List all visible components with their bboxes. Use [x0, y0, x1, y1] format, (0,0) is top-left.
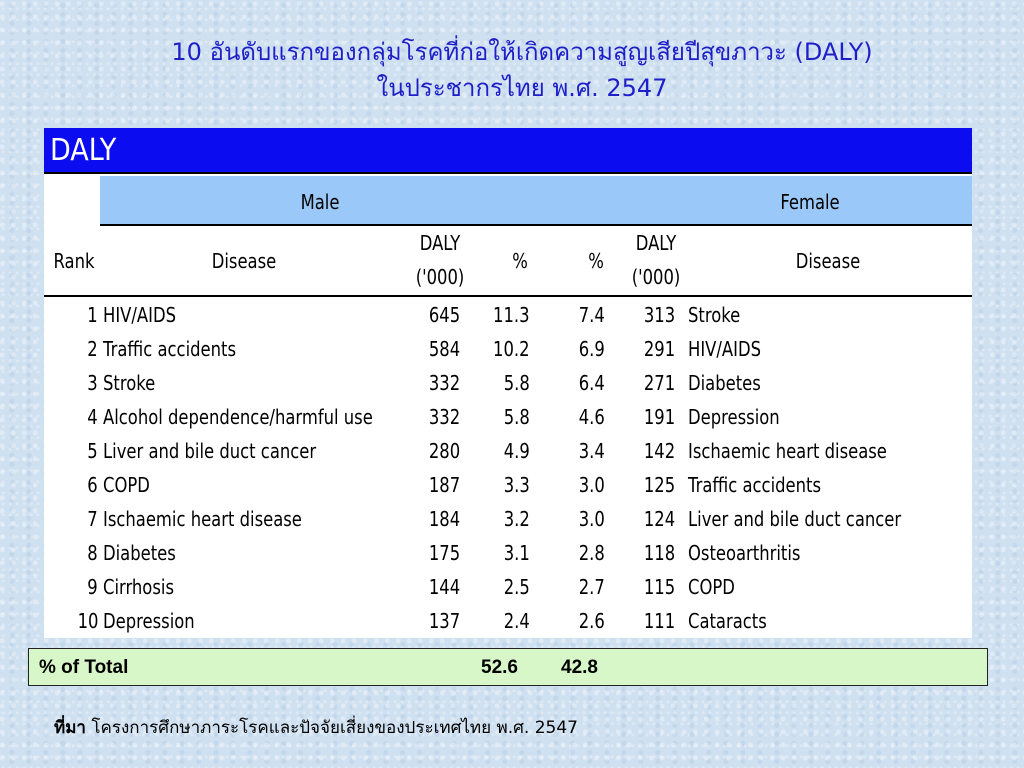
cell-female-daly-text: 142: [643, 439, 675, 463]
cell-female-disease: [688, 604, 968, 638]
cell-female-daly: [619, 502, 675, 536]
table-row: [44, 570, 972, 604]
cell-male-daly-text: 175: [428, 541, 460, 565]
cell-female-pct: [549, 604, 605, 638]
cell-rank-text: 10: [77, 609, 98, 633]
slide-title-line2: ในประชากรไทย พ.ศ. 2547: [376, 74, 668, 102]
cell-male-daly-text: 187: [428, 473, 460, 497]
table-row: [44, 434, 972, 468]
cell-male-daly-text: 332: [428, 371, 460, 395]
cell-female-daly-text: 115: [643, 575, 675, 599]
col-daly-male-line1: DALY: [419, 231, 461, 255]
sex-header-band: [100, 176, 972, 226]
cell-female-disease-text: HIV/AIDS: [688, 337, 762, 361]
cell-rank: [44, 434, 98, 468]
table-row: [44, 502, 972, 536]
cell-male-pct-text: 2.4: [503, 609, 530, 633]
cell-female-daly-text: 291: [643, 337, 675, 361]
cell-rank-text: 2: [87, 337, 98, 361]
slide-title: [0, 34, 1024, 106]
cell-female-daly: [619, 332, 675, 366]
cell-male-pct-text: 3.2: [503, 507, 530, 531]
cell-rank: [44, 536, 98, 570]
col-pct-male: %: [512, 249, 528, 273]
cell-female-daly-text: 271: [643, 371, 675, 395]
table-row: [44, 332, 972, 366]
cell-female-disease: [688, 400, 968, 434]
cell-female-disease-text: Cataracts: [688, 609, 767, 633]
cell-male-disease-text: Liver and bile duct cancer: [103, 439, 317, 463]
cell-male-pct: [474, 570, 530, 604]
cell-female-pct-text: 7.4: [578, 303, 605, 327]
cell-female-daly: [619, 400, 675, 434]
cell-male-disease-text: COPD: [103, 473, 150, 497]
cell-male-pct-text: 11.3: [493, 303, 530, 327]
cell-female-pct: [549, 332, 605, 366]
cell-rank: [44, 502, 98, 536]
female-header: Female: [780, 190, 840, 214]
cell-male-pct-text: 5.8: [503, 371, 530, 395]
cell-male-daly: [404, 536, 460, 570]
cell-female-daly: [619, 366, 675, 400]
cell-rank-text: 7: [87, 507, 98, 531]
cell-male-daly: [404, 366, 460, 400]
cell-female-disease: [688, 332, 968, 366]
table-row: [44, 366, 972, 400]
cell-rank-text: 1: [87, 303, 98, 327]
cell-male-disease: [103, 366, 403, 400]
cell-male-pct: [474, 332, 530, 366]
cell-male-disease: [103, 400, 403, 434]
cell-male-daly-text: 184: [428, 507, 460, 531]
cell-male-daly: [404, 570, 460, 604]
total-label: % of Total: [39, 657, 129, 678]
cell-rank: [44, 604, 98, 638]
cell-female-pct-text: 6.9: [578, 337, 605, 361]
cell-rank: [44, 332, 98, 366]
cell-male-daly: [404, 434, 460, 468]
cell-female-pct-text: 3.4: [578, 439, 605, 463]
total-male-value: 52.6: [481, 657, 518, 678]
cell-female-pct-text: 3.0: [578, 507, 605, 531]
cell-female-disease-text: Diabetes: [688, 371, 761, 395]
source-note: [54, 714, 578, 741]
cell-male-daly-text: 645: [428, 303, 460, 327]
cell-female-disease-text: Stroke: [688, 303, 741, 327]
cell-female-pct: [549, 366, 605, 400]
cell-female-daly: [619, 570, 675, 604]
cell-male-disease: [103, 332, 403, 366]
col-pct-female: %: [588, 249, 604, 273]
cell-male-daly-text: 280: [428, 439, 460, 463]
cell-female-disease: [688, 536, 968, 570]
source-label: ที่มา: [54, 718, 86, 738]
cell-rank-text: 5: [87, 439, 98, 463]
cell-female-disease: [688, 570, 968, 604]
cell-rank: [44, 468, 98, 502]
cell-male-daly: [404, 298, 460, 332]
cell-female-pct: [549, 298, 605, 332]
cell-female-pct-text: 2.8: [578, 541, 605, 565]
cell-male-pct: [474, 298, 530, 332]
cell-male-pct-text: 10.2: [493, 337, 530, 361]
cell-rank: [44, 570, 98, 604]
cell-female-daly-text: 111: [643, 609, 675, 633]
cell-female-pct-text: 6.4: [578, 371, 605, 395]
cell-male-daly: [404, 604, 460, 638]
cell-male-disease-text: Ischaemic heart disease: [103, 507, 302, 531]
cell-male-pct-text: 3.1: [503, 541, 530, 565]
cell-female-disease: [688, 468, 968, 502]
cell-female-daly: [619, 604, 675, 638]
cell-male-daly: [404, 332, 460, 366]
cell-male-daly-text: 137: [428, 609, 460, 633]
cell-male-pct: [474, 366, 530, 400]
cell-male-daly-text: 584: [428, 337, 460, 361]
cell-rank: [44, 366, 98, 400]
male-header: Male: [300, 190, 340, 214]
cell-female-daly-text: 191: [643, 405, 675, 429]
cell-rank-text: 9: [87, 575, 98, 599]
cell-female-disease-text: Osteoarthritis: [688, 541, 801, 565]
cell-female-pct: [549, 400, 605, 434]
header-divider: [44, 295, 972, 297]
cell-male-daly: [404, 400, 460, 434]
cell-female-disease-text: Ischaemic heart disease: [688, 439, 887, 463]
cell-male-disease-text: Stroke: [103, 371, 156, 395]
cell-female-pct-text: 4.6: [578, 405, 605, 429]
cell-male-disease: [103, 502, 403, 536]
cell-rank-text: 3: [87, 371, 98, 395]
table-row: [44, 298, 972, 332]
cell-female-daly: [619, 434, 675, 468]
cell-male-pct: [474, 604, 530, 638]
cell-female-pct-text: 2.7: [578, 575, 605, 599]
cell-female-disease-text: COPD: [688, 575, 735, 599]
cell-male-disease: [103, 604, 403, 638]
cell-female-pct-text: 2.6: [578, 609, 605, 633]
cell-rank: [44, 298, 98, 332]
col-daly-female-line1: DALY: [635, 231, 677, 255]
table-row: [44, 400, 972, 434]
cell-female-daly: [619, 298, 675, 332]
cell-male-pct: [474, 434, 530, 468]
cell-female-daly-text: 124: [643, 507, 675, 531]
cell-male-disease: [103, 298, 403, 332]
cell-female-disease-text: Traffic accidents: [688, 473, 821, 497]
cell-male-disease: [103, 570, 403, 604]
cell-female-pct: [549, 536, 605, 570]
total-female-value: 42.8: [561, 657, 598, 678]
cell-female-daly: [619, 536, 675, 570]
cell-male-disease: [103, 536, 403, 570]
cell-female-pct: [549, 434, 605, 468]
cell-male-disease: [103, 468, 403, 502]
cell-male-disease-text: Alcohol dependence/harmful use: [103, 405, 373, 429]
cell-rank-text: 4: [87, 405, 98, 429]
col-daly-female-line2: ('000): [631, 265, 681, 289]
cell-male-daly: [404, 468, 460, 502]
col-daly-male-line2: ('000): [415, 265, 465, 289]
cell-male-pct: [474, 400, 530, 434]
cell-male-disease-text: Depression: [103, 609, 195, 633]
table-row: [44, 536, 972, 570]
cell-rank: [44, 400, 98, 434]
cell-male-pct-text: 4.9: [503, 439, 530, 463]
cell-female-disease: [688, 298, 968, 332]
cell-female-disease-text: Liver and bile duct cancer: [688, 507, 902, 531]
col-rank: Rank: [53, 249, 95, 273]
cell-female-daly-text: 313: [643, 303, 675, 327]
cell-male-pct: [474, 536, 530, 570]
cell-male-pct-text: 3.3: [503, 473, 530, 497]
cell-male-disease-text: Traffic accidents: [103, 337, 236, 361]
daly-table: [44, 128, 972, 638]
source-text: โครงการศึกษาภาระโรคและปัจจัยเสี่ยงของประเทศไทย พ.ศ. 2547: [91, 718, 578, 738]
cell-female-disease-text: Depression: [688, 405, 780, 429]
cell-female-disease: [688, 366, 968, 400]
cell-female-pct: [549, 502, 605, 536]
cell-female-daly-text: 118: [643, 541, 675, 565]
slide-title-line1: 10 อันดับแรกของกลุ่มโรคที่ก่อให้เกิดความสูญเสียปีสุขภาวะ (DALY): [171, 38, 873, 66]
table-header: [44, 128, 972, 174]
cell-female-disease: [688, 502, 968, 536]
table-row: [44, 604, 972, 638]
cell-male-pct-text: 2.5: [503, 575, 530, 599]
cell-male-daly-text: 144: [428, 575, 460, 599]
cell-rank-text: 6: [87, 473, 98, 497]
cell-male-disease-text: Cirrhosis: [103, 575, 174, 599]
cell-male-daly-text: 332: [428, 405, 460, 429]
cell-male-disease-text: Diabetes: [103, 541, 176, 565]
total-row: [28, 648, 988, 686]
cell-female-daly: [619, 468, 675, 502]
col-disease-female: Disease: [795, 249, 861, 273]
cell-female-daly-text: 125: [643, 473, 675, 497]
cell-male-pct: [474, 502, 530, 536]
col-disease-male: Disease: [211, 249, 277, 273]
cell-male-disease-text: HIV/AIDS: [103, 303, 177, 327]
cell-male-disease: [103, 434, 403, 468]
cell-male-daly: [404, 502, 460, 536]
cell-male-pct: [474, 468, 530, 502]
table-row: [44, 468, 972, 502]
cell-rank-text: 8: [87, 541, 98, 565]
cell-female-disease: [688, 434, 968, 468]
cell-female-pct-text: 3.0: [578, 473, 605, 497]
cell-female-pct: [549, 570, 605, 604]
cell-female-pct: [549, 468, 605, 502]
table-header-label: DALY: [50, 133, 117, 168]
cell-male-pct-text: 5.8: [503, 405, 530, 429]
